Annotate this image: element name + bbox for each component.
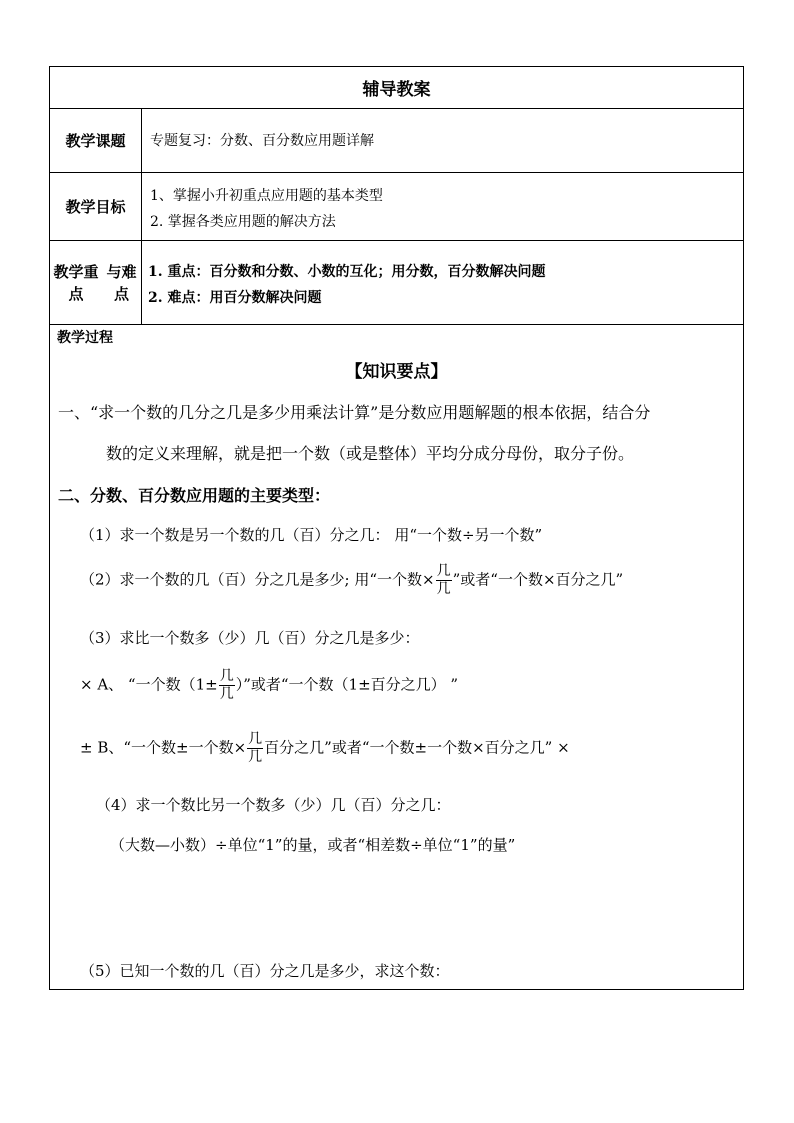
goal-item-2: 2. 掌握各类应用题的解决方法 [150,214,336,230]
item3-b [80,731,570,766]
item1: （1）求一个数是另一个数的几（百）分之几： 用“一个数÷另一个数” [80,526,543,544]
topic-row [50,109,743,173]
item2-text-a: （2）求一个数的几（百）分之几是多少; 用“一个数× [80,570,435,589]
item3-a [80,668,458,703]
topic-label: 教学课题 [50,109,142,172]
process-label: 教学过程 [57,330,113,346]
fraction-denominator: 几 [248,749,263,765]
fraction-icon [436,563,452,598]
item4: （4）求一个数比另一个数多（少）几（百）分之几： [96,796,451,814]
para1-line1: 一、“求一个数的几分之几是多少用乘法计算”是分数应用题解题的根本依据，结合分 [58,403,651,422]
key-points-label [50,241,142,324]
fraction-icon [219,668,235,703]
key-points-label-line2: 与难点 [106,262,137,303]
lesson-plan-table [49,66,744,990]
key-point-2: 2. 难点：用百分数解决问题 [148,290,322,306]
fraction-numerator: 几 [248,731,263,747]
item3b-text-b: 百分之几”或者“一个数±一个数×百分之几” × [264,738,570,757]
goal-item-1: 1、掌握小升初重点应用题的基本类型 [150,188,383,204]
item2-text-b: ”或者“一个数×百分之几” [452,570,624,589]
item3: （3）求比一个数多（少）几（百）分之几是多少： [80,629,420,647]
item3b-text-a: ± B、“一个数±一个数× [80,738,247,757]
goals-label: 教学目标 [50,173,142,240]
section2-heading: 二、分数、百分数应用题的主要类型： [58,486,331,505]
fraction-numerator: 几 [219,668,234,684]
fraction-denominator: 几 [219,686,234,702]
fraction-denominator: 几 [436,581,451,597]
item3a-text-a: × A、 “一个数（1± [80,675,218,694]
item4-sub: （大数—小数）÷单位“1”的量，或者“相差数÷单位“1”的量” [110,836,516,854]
goals-row [50,173,743,241]
key-point-1: 1. 重点：百分数和分数、小数的互化；用分数，百分数解决问题 [148,264,546,280]
para1-line2: 数的定义来理解，就是把一个数（或是整体）平均分成分母份，取分子份。 [106,444,635,463]
item3a-text-b: ）”或者“一个数（1±百分之几） ” [235,675,459,694]
item2 [80,563,623,598]
item5: （5）已知一个数的几（百）分之几是多少，求这个数： [80,962,450,980]
table-title: 辅导教案 [50,67,743,109]
fraction-icon [247,731,263,766]
topic-text: 专题复习：分数、百分数应用题详解 [150,133,374,149]
key-points-row [50,241,743,325]
key-points-label-line1: 教学重点 [53,262,99,303]
knowledge-heading: 【知识要点】 [345,362,448,382]
fraction-numerator: 几 [436,563,451,579]
